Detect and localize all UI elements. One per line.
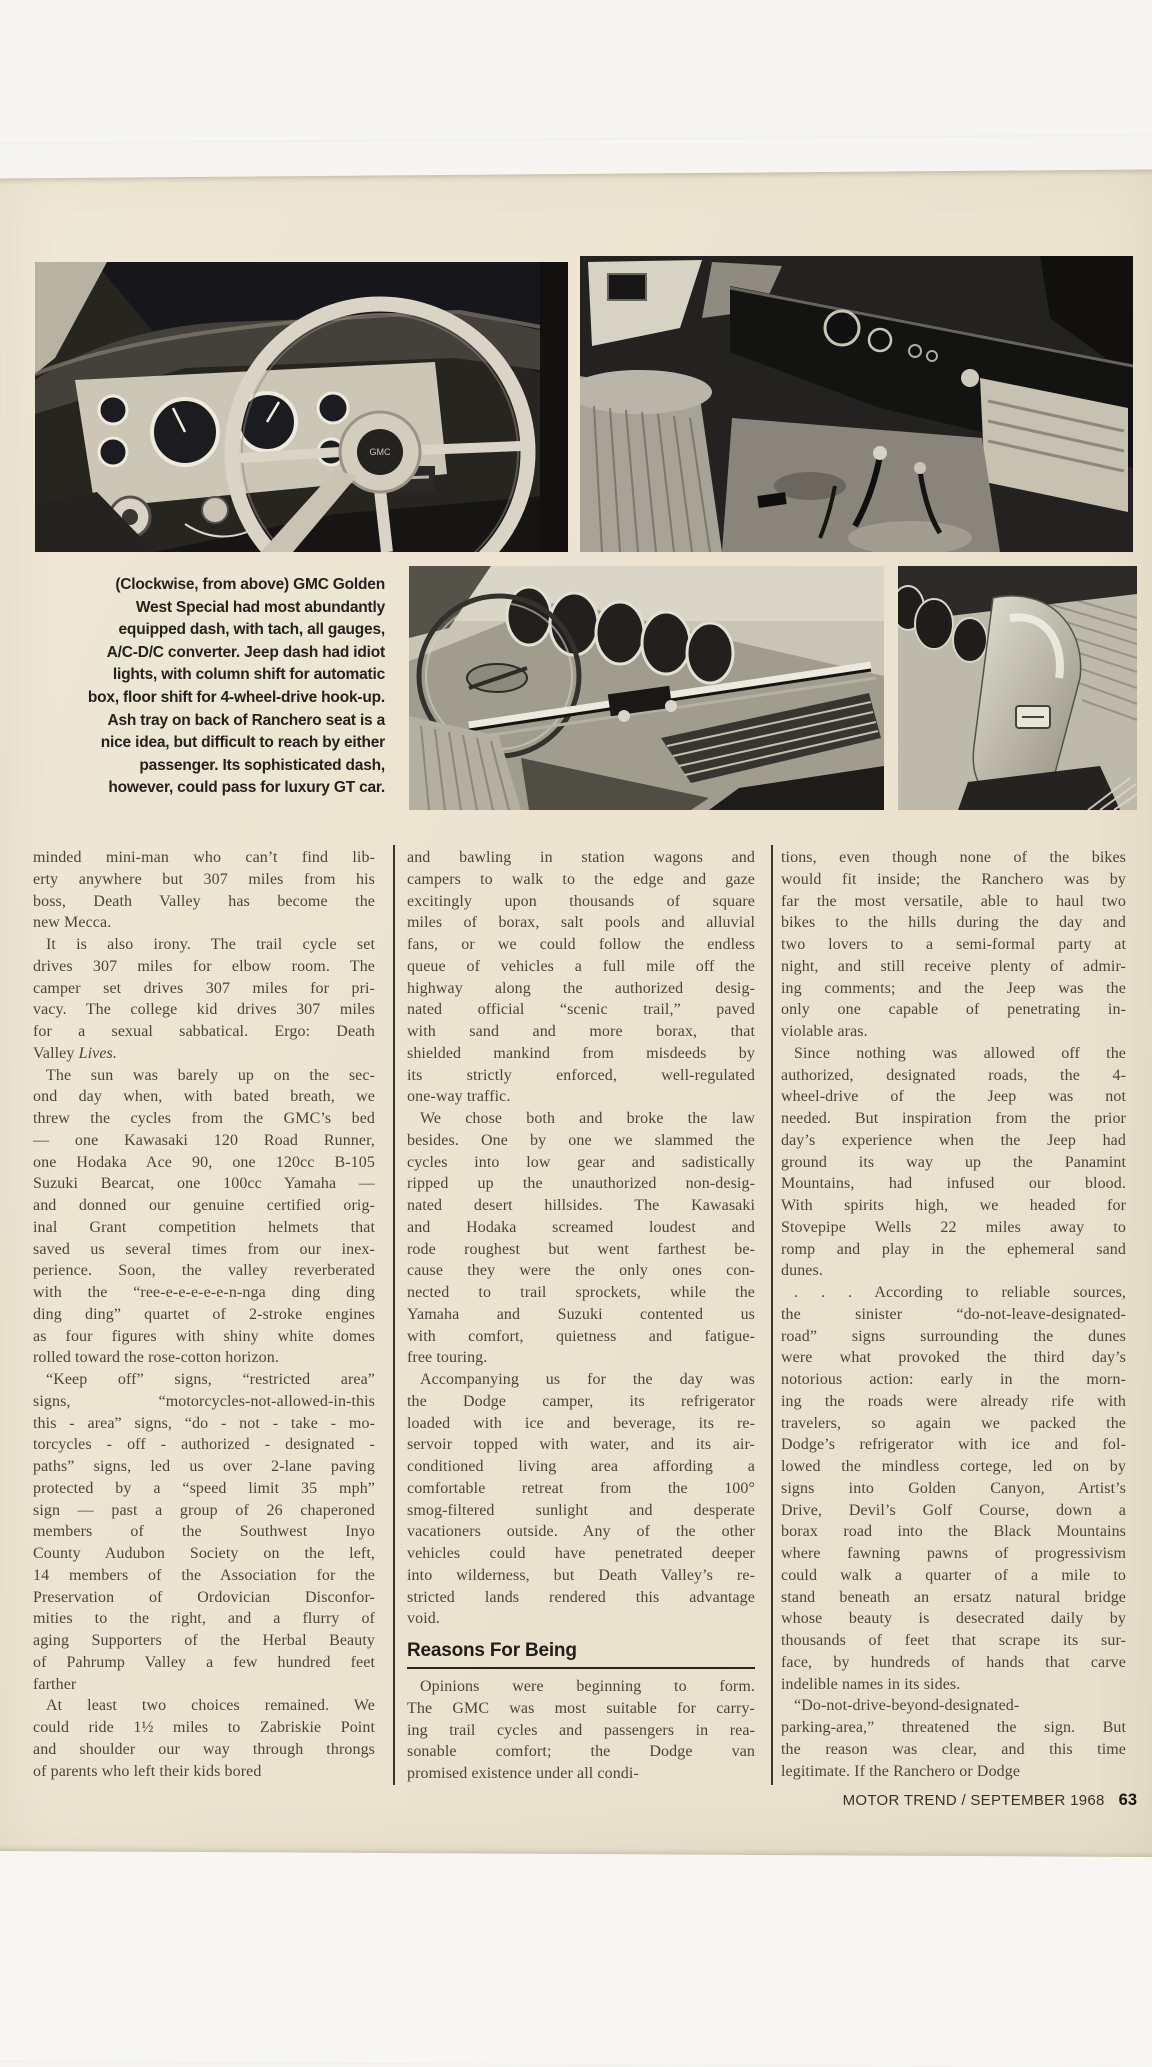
- text-line: Preservation of Ordovician Disconfor-: [33, 1588, 375, 1606]
- caption-line: (Clockwise, from above) GMC Golden: [115, 576, 385, 593]
- text-line: indelible names in its sides.: [781, 1675, 961, 1693]
- text-line: threw the cycles from the GMC’s bed: [33, 1110, 375, 1127]
- photo-gmc-dashboard: [35, 262, 568, 552]
- text-line: dunes.: [781, 1262, 823, 1280]
- text-line: only one capable of penetrating in-: [781, 1001, 1126, 1019]
- magazine-issue: MOTOR TREND / SEPTEMBER 1968: [842, 1792, 1105, 1809]
- text-line: camper set drives 307 miles for pri-: [33, 979, 375, 997]
- text-line: void.: [407, 1610, 440, 1628]
- text-line: ground its way up the Panamint: [781, 1153, 1126, 1171]
- text-line: promised existence under all condi-: [407, 1765, 639, 1782]
- text-line: and bawling in station wagons and: [407, 849, 755, 866]
- text-line: fans, or we could follow the endless: [407, 936, 755, 953]
- text-line: free touring.: [407, 1349, 488, 1367]
- text-line: campers to walk to the edge and gaze: [407, 870, 755, 888]
- text-line: and Hodaka screamed loudest and: [407, 1218, 755, 1236]
- text-line: nated desert hillsides. The Kawasaki: [407, 1197, 755, 1214]
- photo-caption: [33, 574, 385, 800]
- text-line: minded mini-man who can’t find lib-: [33, 849, 375, 866]
- text-line: tions, even though none of the bikes: [781, 849, 1126, 866]
- text-line: where fawning pawns of progressivism: [781, 1545, 1126, 1562]
- text-line: could ride 1½ miles to Zabriskie Point: [33, 1719, 375, 1736]
- text-line: of parents who left their kids bored: [33, 1762, 262, 1780]
- page-number: 63: [1118, 1791, 1137, 1809]
- caption-line: nice idea, but difficult to reach by either: [100, 734, 385, 752]
- text-line: Opinions were beginning to form.: [420, 1678, 755, 1695]
- text-line: Stovepipe Wells 22 miles away to: [781, 1218, 1126, 1236]
- text-line: day’s experience when the Jeep had: [781, 1131, 1126, 1149]
- text-line: drives 307 miles for elbow room. The: [33, 957, 375, 975]
- text-line: stand beneath an ersatz natural bridge: [781, 1588, 1126, 1606]
- gmc-dashboard-illustration: [35, 262, 568, 552]
- text-line: thousands of feet that scrape its sur-: [781, 1632, 1126, 1649]
- text-line: “Do-not-drive-beyond-designated-: [794, 1697, 1020, 1715]
- text-line: miles of borax, salt pools and alluvial: [407, 914, 755, 932]
- text-line: wheel-drive of the Jeep was not: [781, 1088, 1126, 1106]
- text-line: sonable comfort; the Dodge van: [407, 1743, 755, 1761]
- text-line: for a sexual sabbatical. Ergo: Death: [33, 1023, 375, 1040]
- text-line: boss, Death Valley has become the: [33, 892, 375, 910]
- text-line: the reason was clear, and this time: [781, 1740, 1126, 1758]
- text-line: notorious action: early in the morn-: [781, 1371, 1126, 1388]
- text-line: authorized, designated roads, the 4-: [781, 1066, 1126, 1084]
- text-line: sign — past a group of 26 chaperoned: [33, 1501, 375, 1519]
- text-line: protected by a “speed limit 35 mph”: [33, 1479, 375, 1497]
- caption-line: lights, with column shift for automatic: [112, 666, 385, 684]
- text-line: face, by hundreds of hands that carve: [781, 1653, 1126, 1671]
- text-line: Drive, Devil’s Golf Course, down a: [781, 1501, 1126, 1519]
- text-line: this - area” signs, “do - not - take - mo-: [33, 1414, 375, 1432]
- text-line: loaded with ice and beverage, its re-: [407, 1414, 755, 1432]
- caption-line: equipped dash, with tach, all gauges,: [118, 621, 385, 639]
- text-line: far the most versatile, able to haul two: [781, 892, 1126, 910]
- text-line: The GMC was most suitable for carry-: [407, 1699, 755, 1717]
- text-line: vacy. The college kid drives 307 miles: [33, 1001, 375, 1019]
- heading-rule: [407, 1667, 755, 1669]
- text-line: Yamaha and Suzuki contented us: [407, 1305, 755, 1323]
- text-line: with sand and more borax, that: [407, 1023, 755, 1040]
- article-column-1: [33, 847, 375, 1782]
- text-line: Since nothing was allowed off the: [794, 1044, 1126, 1062]
- photo-ranchero-dashboard: [409, 566, 884, 810]
- text-line: torcycles - off - authorized - designated -: [33, 1436, 375, 1454]
- text-line: highway along the authorized desig-: [407, 979, 755, 997]
- text-line: Accompanying us for the day was: [420, 1371, 755, 1388]
- text-line: servoir topped with water, and its air-: [407, 1436, 755, 1454]
- text-line: aging Supporters of the Herbal Beauty: [33, 1632, 375, 1649]
- text-line: parking-area,” threatened the sign. But: [781, 1719, 1126, 1736]
- text-line: farther: [33, 1675, 77, 1693]
- text-line: It is also irony. The trail cycle set: [46, 936, 375, 953]
- text-line: new Mecca.: [33, 914, 112, 932]
- text-line: signs, “motorcycles-not-allowed-in-this: [33, 1392, 375, 1410]
- text-line: would fit inside; the Ranchero was by: [781, 870, 1126, 888]
- text-line: vacationers outside. Any of the other: [407, 1523, 755, 1541]
- caption-line: West Special had most abundantly: [135, 598, 385, 616]
- text-line: . . . According to reliable sources,: [794, 1284, 1126, 1301]
- svg-text:GMC: GMC: [369, 447, 391, 457]
- caption-line: passenger. Its sophisticated dash,: [139, 756, 385, 774]
- text-line: ond day when, with bated breath, we: [33, 1088, 375, 1106]
- text-line: could walk a quarter of a mile to: [781, 1566, 1126, 1584]
- text-line: legitimate. If the Ranchero or Dodge: [781, 1762, 1021, 1780]
- text-line: and donned our genuine certified orig-: [33, 1197, 375, 1214]
- scan-edge-bottom: [0, 1851, 1152, 2067]
- text-line: With spirits high, we headed for: [781, 1197, 1126, 1214]
- text-line: vehicles could have penetrated deeper: [407, 1545, 755, 1562]
- text-line: smog-filtered sunlight and desperate: [407, 1501, 755, 1519]
- text-line: saved us several times from our inex-: [33, 1240, 375, 1258]
- text-line: signs into Golden Canyon, Artist’s: [781, 1479, 1126, 1497]
- text-line: We chose both and broke the law: [420, 1110, 755, 1127]
- text-line: mities to the right, and a flurry of: [33, 1610, 375, 1628]
- text-line: rolled toward the rose-cotton horizon.: [33, 1349, 279, 1367]
- page-footer: [843, 1790, 1137, 1810]
- caption-line: however, could pass for luxury GT car.: [108, 779, 385, 797]
- text-line: two lovers to a semi-formal party at: [781, 936, 1126, 953]
- text-line: nected to trail sprockets, while the: [407, 1284, 755, 1301]
- text-line: shielded mankind from misdeeds by: [407, 1044, 755, 1062]
- text-line: ing the roads were already rife with: [781, 1392, 1126, 1410]
- text-line: with comfort, quietness and fatigue-: [407, 1327, 755, 1345]
- photo-ranchero-seat-ashtray: [898, 566, 1137, 810]
- text-line: night, and still receive plenty of admir-: [781, 957, 1126, 975]
- text-line: into wilderness, but Death Valley’s re-: [407, 1566, 755, 1584]
- text-line: erty anywhere but 307 miles from his: [33, 870, 375, 888]
- column-divider-right: [771, 845, 773, 1785]
- text-line: queue of vehicles a full mile off the: [407, 957, 755, 975]
- text-line: its strictly enforced, well-regulated: [407, 1066, 755, 1084]
- text-line: ing trail cycles and passengers in rea-: [407, 1721, 755, 1739]
- text-line: the sinister “do-not-leave-designated-: [781, 1305, 1126, 1323]
- text-line: excitingly upon thousands of square: [407, 892, 755, 910]
- jeep-interior-illustration: [580, 256, 1133, 552]
- text-line: County Audubon Society on the left,: [33, 1545, 375, 1562]
- text-line: ripped up the unauthorized non-desig-: [407, 1175, 755, 1193]
- text-line: The sun was barely up on the sec-: [46, 1066, 375, 1084]
- text-line: inal Grant competition helmets that: [33, 1218, 375, 1236]
- article-column-3: [781, 847, 1126, 1782]
- text-line: one Hodaka Ace 90, one 120cc B-105: [33, 1153, 375, 1171]
- text-line: comfortable retreat from the 100°: [407, 1479, 755, 1497]
- text-line: rode roughest but went farthest be-: [407, 1240, 755, 1258]
- text-line: Mountains, had infused our blood.: [781, 1175, 1126, 1193]
- text-line: road” signs surrounding the dunes: [781, 1327, 1126, 1345]
- article-column-2: [407, 847, 755, 1785]
- caption-line: Ash tray on back of Ranchero seat is a: [107, 711, 385, 729]
- text-line: ing comments; and the Jeep was the: [781, 979, 1126, 997]
- text-line: as four figures with shiny white domes: [33, 1327, 375, 1345]
- ranchero-seat-illustration: [898, 566, 1137, 810]
- text-line: cause they were the only ones con-: [407, 1262, 755, 1280]
- text-line: of Pahrump Valley a few hundred feet: [33, 1653, 375, 1671]
- text-line: Valley Lives.: [33, 1044, 117, 1062]
- photo-jeep-interior: [580, 256, 1133, 552]
- text-line: whose beauty is desecrated daily by: [781, 1610, 1126, 1628]
- text-line: — one Kawasaki 120 Road Runner,: [33, 1131, 375, 1149]
- text-line: lowed the mindless cortege, led on by: [781, 1458, 1126, 1475]
- text-line: perience. Soon, the valley reverberated: [33, 1262, 375, 1280]
- text-line: violable aras.: [781, 1023, 868, 1040]
- text-line: cycles into low gear and sadistically: [407, 1153, 755, 1171]
- text-line: At least two choices remained. We: [46, 1697, 375, 1715]
- text-line: travelers, so again we packed the: [781, 1414, 1126, 1432]
- text-line: romp and play in the ephemeral sand: [781, 1240, 1126, 1258]
- text-line: 14 members of the Association for the: [33, 1566, 375, 1584]
- text-line: ding ding” quartet of 2-stroke engines: [33, 1305, 375, 1323]
- text-line: the Dodge camper, its refrigerator: [407, 1392, 755, 1410]
- text-line: “Keep off” signs, “restricted area”: [46, 1371, 375, 1388]
- text-line: borax road into the Black Mountains: [781, 1523, 1126, 1541]
- section-heading: Reasons For Being: [407, 1640, 577, 1661]
- text-line: with the “ree-e-e-e-e-e-n-nga ding ding: [33, 1284, 375, 1301]
- text-line: were what provoked the third day’s: [781, 1349, 1126, 1367]
- text-line: Suzuki Bearcat, one 100cc Yamaha —: [33, 1175, 375, 1193]
- text-line: Dodge’s refrigerator with ice and fol-: [781, 1436, 1126, 1454]
- caption-line: A/C-D/C converter. Jeep dash had idiot: [106, 643, 385, 661]
- text-line: nated official “scenic trail,” paved: [407, 1001, 755, 1019]
- ranchero-dashboard-illustration: [409, 566, 884, 810]
- column-divider-left: [393, 845, 395, 1785]
- text-line: conditioned living area affording a: [407, 1458, 755, 1475]
- text-line: stricted lands rendered this advantage: [407, 1588, 755, 1606]
- text-line: members of the Southwest Inyo: [33, 1523, 375, 1541]
- text-line: besides. One by one we slammed the: [407, 1131, 755, 1149]
- text-line: one-way traffic.: [407, 1088, 511, 1106]
- text-line: bikes to the hills during the day and: [781, 914, 1126, 932]
- caption-line: box, floor shift for 4-wheel-drive hook-up.: [87, 688, 385, 706]
- text-line: needed. But inspiration from the prior: [781, 1110, 1126, 1127]
- text-line: paths” signs, led us over 2-lane paving: [33, 1458, 375, 1475]
- text-line: and shoulder our way through throngs: [33, 1740, 375, 1758]
